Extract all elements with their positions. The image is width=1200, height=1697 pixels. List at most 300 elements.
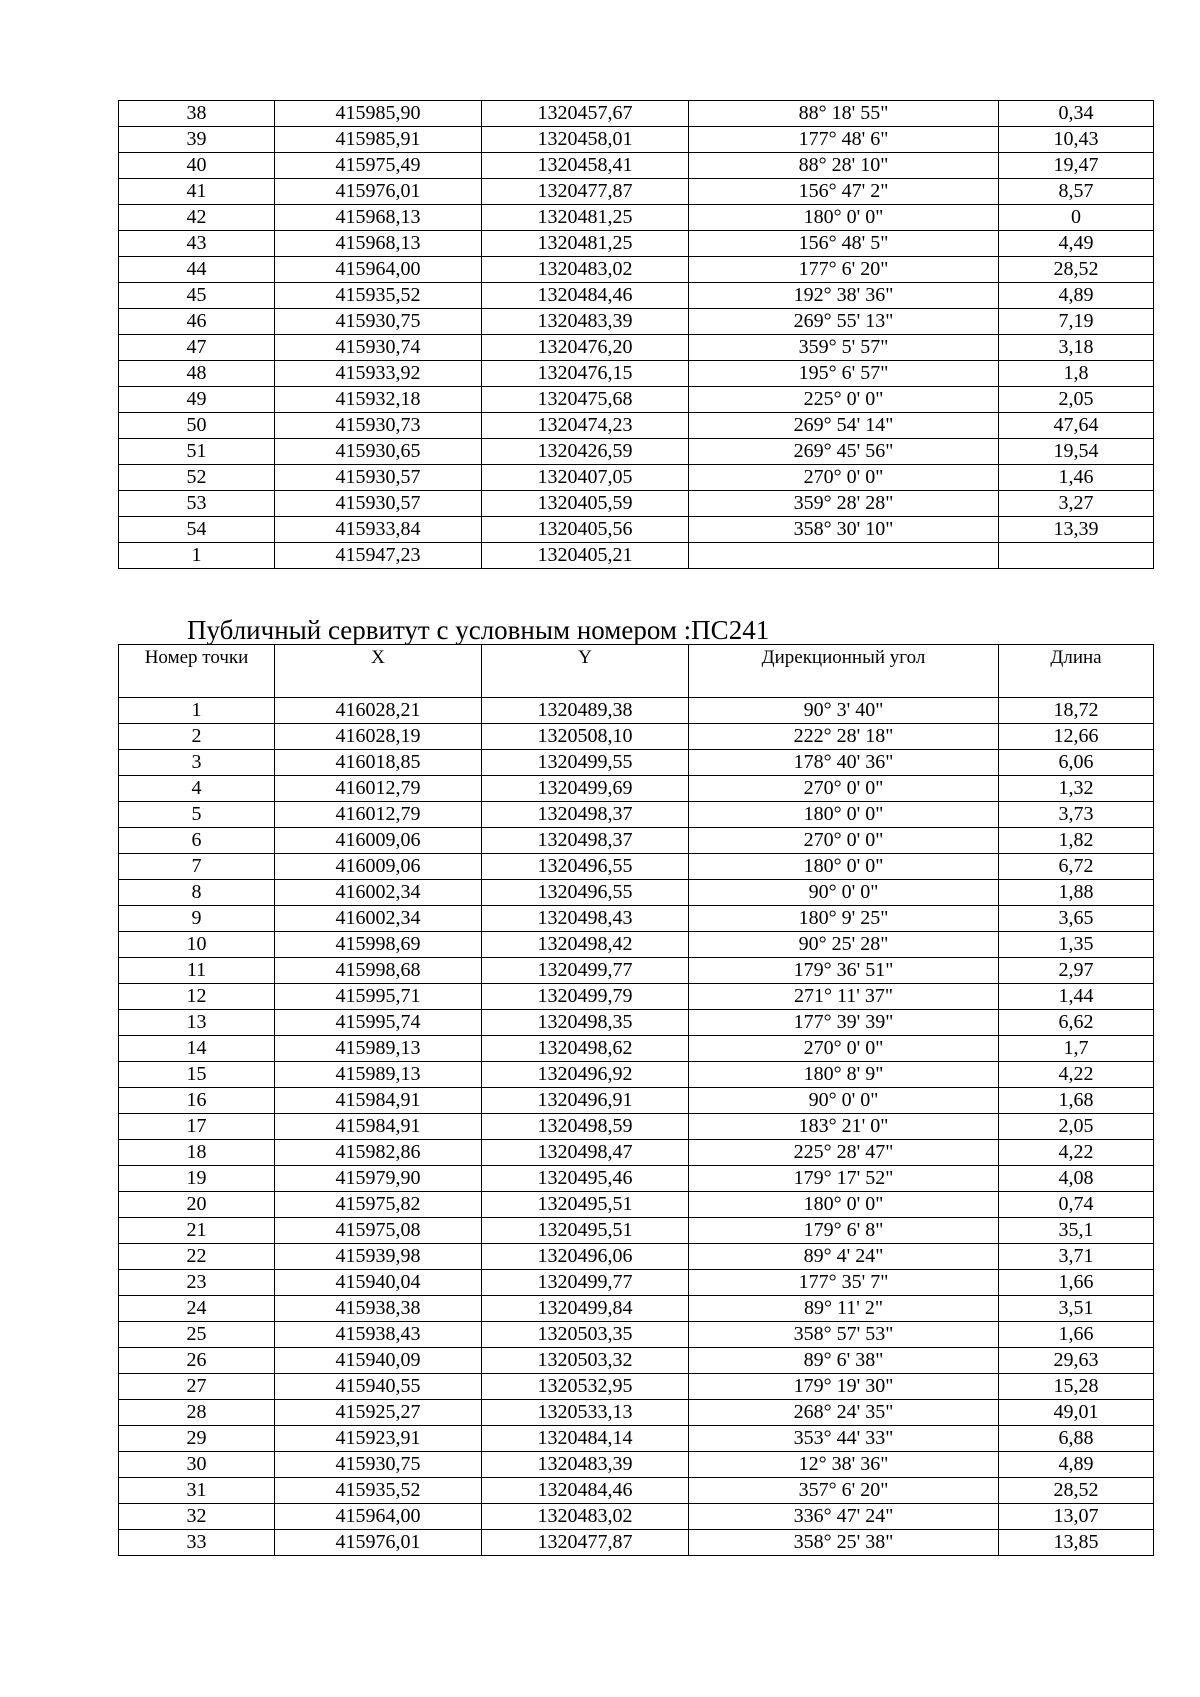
cell-y: 1320483,39 — [482, 1452, 689, 1478]
cell-x: 415930,74 — [275, 335, 482, 361]
cell-direction-angle: 222° 28' 18" — [689, 724, 999, 750]
cell-x: 415964,00 — [275, 257, 482, 283]
cell-length: 13,07 — [999, 1504, 1154, 1530]
cell-point-number: 4 — [119, 776, 275, 802]
table-row — [119, 335, 1154, 361]
table-row — [119, 1036, 1154, 1062]
table-row — [119, 724, 1154, 750]
header-point-number: Номер точки — [119, 645, 275, 698]
cell-point-number: 11 — [119, 958, 275, 984]
cell-y: 1320405,21 — [482, 543, 689, 569]
cell-direction-angle: 177° 6' 20" — [689, 257, 999, 283]
cell-length: 2,05 — [999, 387, 1154, 413]
cell-x: 415968,13 — [275, 205, 482, 231]
cell-x: 415975,82 — [275, 1192, 482, 1218]
table-row — [119, 1166, 1154, 1192]
cell-length: 29,63 — [999, 1348, 1154, 1374]
cell-x: 416012,79 — [275, 802, 482, 828]
cell-length: 1,66 — [999, 1322, 1154, 1348]
cell-x: 415935,52 — [275, 283, 482, 309]
cell-y: 1320498,62 — [482, 1036, 689, 1062]
cell-y: 1320475,68 — [482, 387, 689, 413]
table-row — [119, 1270, 1154, 1296]
table-row — [119, 1010, 1154, 1036]
cell-length: 4,22 — [999, 1062, 1154, 1088]
cell-direction-angle: 180° 0' 0" — [689, 205, 999, 231]
table-row — [119, 465, 1154, 491]
cell-point-number: 2 — [119, 724, 275, 750]
table-row — [119, 231, 1154, 257]
cell-point-number: 54 — [119, 517, 275, 543]
cell-direction-angle: 269° 55' 13" — [689, 309, 999, 335]
cell-point-number: 52 — [119, 465, 275, 491]
cell-x: 415979,90 — [275, 1166, 482, 1192]
cell-y: 1320483,02 — [482, 1504, 689, 1530]
cell-direction-angle: 89° 4' 24" — [689, 1244, 999, 1270]
cell-point-number: 5 — [119, 802, 275, 828]
cell-x: 415984,91 — [275, 1114, 482, 1140]
table-row — [119, 543, 1154, 569]
cell-length: 3,71 — [999, 1244, 1154, 1270]
cell-point-number: 1 — [119, 698, 275, 724]
cell-length: 13,39 — [999, 517, 1154, 543]
cell-x: 415985,90 — [275, 101, 482, 127]
cell-point-number: 41 — [119, 179, 275, 205]
cell-point-number: 46 — [119, 309, 275, 335]
cell-point-number: 1 — [119, 543, 275, 569]
cell-y: 1320477,87 — [482, 179, 689, 205]
table-row — [119, 1348, 1154, 1374]
cell-length: 28,52 — [999, 257, 1154, 283]
cell-length: 3,65 — [999, 906, 1154, 932]
table-row — [119, 153, 1154, 179]
cell-point-number: 47 — [119, 335, 275, 361]
cell-point-number: 53 — [119, 491, 275, 517]
cell-y: 1320508,10 — [482, 724, 689, 750]
cell-length: 4,08 — [999, 1166, 1154, 1192]
cell-direction-angle: 90° 0' 0" — [689, 1088, 999, 1114]
cell-length: 2,05 — [999, 1114, 1154, 1140]
cell-x: 415975,49 — [275, 153, 482, 179]
cell-y: 1320496,92 — [482, 1062, 689, 1088]
cell-point-number: 15 — [119, 1062, 275, 1088]
cell-direction-angle: 180° 8' 9" — [689, 1062, 999, 1088]
cell-direction-angle: 358° 30' 10" — [689, 517, 999, 543]
cell-direction-angle: 156° 47' 2" — [689, 179, 999, 205]
cell-y: 1320496,55 — [482, 854, 689, 880]
cell-x: 415932,18 — [275, 387, 482, 413]
cell-length: 19,54 — [999, 439, 1154, 465]
cell-x: 415968,13 — [275, 231, 482, 257]
cell-x: 415947,23 — [275, 543, 482, 569]
cell-length: 3,18 — [999, 335, 1154, 361]
cell-y: 1320484,46 — [482, 1478, 689, 1504]
cell-direction-angle: 270° 0' 0" — [689, 1036, 999, 1062]
cell-y: 1320499,69 — [482, 776, 689, 802]
cell-x: 415940,04 — [275, 1270, 482, 1296]
cell-length: 3,73 — [999, 802, 1154, 828]
cell-point-number: 39 — [119, 127, 275, 153]
table-row — [119, 828, 1154, 854]
cell-length: 1,66 — [999, 1270, 1154, 1296]
cell-length: 18,72 — [999, 698, 1154, 724]
cell-x: 415933,92 — [275, 361, 482, 387]
cell-length: 1,46 — [999, 465, 1154, 491]
cell-x: 415930,75 — [275, 309, 482, 335]
cell-x: 416018,85 — [275, 750, 482, 776]
cell-length: 1,32 — [999, 776, 1154, 802]
cell-point-number: 9 — [119, 906, 275, 932]
cell-y: 1320489,38 — [482, 698, 689, 724]
cell-point-number: 17 — [119, 1114, 275, 1140]
cell-point-number: 23 — [119, 1270, 275, 1296]
cell-direction-angle: 180° 0' 0" — [689, 854, 999, 880]
cell-direction-angle: 268° 24' 35" — [689, 1400, 999, 1426]
cell-point-number: 48 — [119, 361, 275, 387]
table-row — [119, 906, 1154, 932]
cell-direction-angle: 180° 9' 25" — [689, 906, 999, 932]
cell-y: 1320458,41 — [482, 153, 689, 179]
cell-point-number: 44 — [119, 257, 275, 283]
cell-point-number: 31 — [119, 1478, 275, 1504]
cell-x: 415985,91 — [275, 127, 482, 153]
cell-x: 415939,98 — [275, 1244, 482, 1270]
cell-direction-angle: 180° 0' 0" — [689, 802, 999, 828]
cell-point-number: 28 — [119, 1400, 275, 1426]
cell-direction-angle: 358° 25' 38" — [689, 1530, 999, 1556]
cell-direction-angle: 270° 0' 0" — [689, 465, 999, 491]
cell-x: 415940,09 — [275, 1348, 482, 1374]
cell-x: 415995,74 — [275, 1010, 482, 1036]
cell-direction-angle: 90° 0' 0" — [689, 880, 999, 906]
cell-point-number: 51 — [119, 439, 275, 465]
cell-y: 1320532,95 — [482, 1374, 689, 1400]
cell-direction-angle: 179° 36' 51" — [689, 958, 999, 984]
cell-length: 3,27 — [999, 491, 1154, 517]
cell-direction-angle: 358° 57' 53" — [689, 1322, 999, 1348]
cell-direction-angle — [689, 543, 999, 569]
cell-direction-angle: 225° 28' 47" — [689, 1140, 999, 1166]
cell-length: 4,22 — [999, 1140, 1154, 1166]
cell-direction-angle: 271° 11' 37" — [689, 984, 999, 1010]
cell-x: 416009,06 — [275, 828, 482, 854]
cell-point-number: 12 — [119, 984, 275, 1010]
cell-y: 1320483,02 — [482, 257, 689, 283]
cell-direction-angle: 180° 0' 0" — [689, 1192, 999, 1218]
cell-direction-angle: 177° 48' 6" — [689, 127, 999, 153]
header-length: Длина — [999, 645, 1154, 698]
cell-point-number: 43 — [119, 231, 275, 257]
cell-point-number: 18 — [119, 1140, 275, 1166]
cell-length: 6,62 — [999, 1010, 1154, 1036]
cell-point-number: 50 — [119, 413, 275, 439]
cell-x: 415976,01 — [275, 1530, 482, 1556]
cell-length: 1,82 — [999, 828, 1154, 854]
cell-y: 1320496,91 — [482, 1088, 689, 1114]
cell-direction-angle: 270° 0' 0" — [689, 828, 999, 854]
cell-length: 8,57 — [999, 179, 1154, 205]
table-row — [119, 1530, 1154, 1556]
servitude-coordinates-table — [118, 644, 1154, 1556]
cell-x: 415975,08 — [275, 1218, 482, 1244]
cell-x: 415930,73 — [275, 413, 482, 439]
cell-length: 4,89 — [999, 1452, 1154, 1478]
table-row — [119, 1088, 1154, 1114]
cell-y: 1320458,01 — [482, 127, 689, 153]
cell-y: 1320498,37 — [482, 828, 689, 854]
cell-point-number: 6 — [119, 828, 275, 854]
cell-point-number: 32 — [119, 1504, 275, 1530]
cell-length: 47,64 — [999, 413, 1154, 439]
cell-point-number: 49 — [119, 387, 275, 413]
cell-y: 1320499,77 — [482, 958, 689, 984]
cell-x: 415982,86 — [275, 1140, 482, 1166]
table-row — [119, 1192, 1154, 1218]
table-row — [119, 439, 1154, 465]
cell-y: 1320499,84 — [482, 1296, 689, 1322]
table-row — [119, 1478, 1154, 1504]
cell-direction-angle: 192° 38' 36" — [689, 283, 999, 309]
cell-point-number: 27 — [119, 1374, 275, 1400]
cell-length: 0,74 — [999, 1192, 1154, 1218]
table-row — [119, 802, 1154, 828]
cell-length: 19,47 — [999, 153, 1154, 179]
cell-x: 416009,06 — [275, 854, 482, 880]
cell-point-number: 22 — [119, 1244, 275, 1270]
cell-direction-angle: 90° 3' 40" — [689, 698, 999, 724]
cell-x: 415933,84 — [275, 517, 482, 543]
cell-y: 1320481,25 — [482, 205, 689, 231]
table-row — [119, 1426, 1154, 1452]
cell-length: 12,66 — [999, 724, 1154, 750]
table1-body — [119, 101, 1154, 569]
cell-x: 416002,34 — [275, 906, 482, 932]
cell-point-number: 33 — [119, 1530, 275, 1556]
cell-length: 0,34 — [999, 101, 1154, 127]
table-row — [119, 1322, 1154, 1348]
cell-length: 1,35 — [999, 932, 1154, 958]
cell-x: 415938,38 — [275, 1296, 482, 1322]
table2-body — [119, 698, 1154, 1556]
cell-direction-angle: 353° 44' 33" — [689, 1426, 999, 1452]
table-row — [119, 1400, 1154, 1426]
cell-length: 13,85 — [999, 1530, 1154, 1556]
cell-point-number: 26 — [119, 1348, 275, 1374]
table-row — [119, 205, 1154, 231]
cell-length: 49,01 — [999, 1400, 1154, 1426]
table-row — [119, 1504, 1154, 1530]
cell-x: 415989,13 — [275, 1036, 482, 1062]
cell-length — [999, 543, 1154, 569]
table2-header — [119, 645, 1154, 698]
cell-x: 415940,55 — [275, 1374, 482, 1400]
cell-direction-angle: 177° 35' 7" — [689, 1270, 999, 1296]
cell-y: 1320484,14 — [482, 1426, 689, 1452]
cell-direction-angle: 179° 6' 8" — [689, 1218, 999, 1244]
cell-direction-angle: 359° 5' 57" — [689, 335, 999, 361]
cell-direction-angle: 12° 38' 36" — [689, 1452, 999, 1478]
cell-length: 35,1 — [999, 1218, 1154, 1244]
cell-y: 1320474,23 — [482, 413, 689, 439]
cell-length: 2,97 — [999, 958, 1154, 984]
header-x: X — [275, 645, 482, 698]
table-row — [119, 1218, 1154, 1244]
table-row — [119, 1452, 1154, 1478]
table-row — [119, 1374, 1154, 1400]
cell-x: 415923,91 — [275, 1426, 482, 1452]
cell-y: 1320457,67 — [482, 101, 689, 127]
cell-y: 1320476,15 — [482, 361, 689, 387]
cell-direction-angle: 178° 40' 36" — [689, 750, 999, 776]
cell-length: 15,28 — [999, 1374, 1154, 1400]
cell-y: 1320498,59 — [482, 1114, 689, 1140]
cell-point-number: 45 — [119, 283, 275, 309]
coordinates-table-continued — [118, 100, 1154, 569]
cell-y: 1320495,51 — [482, 1192, 689, 1218]
cell-x: 415930,75 — [275, 1452, 482, 1478]
cell-point-number: 16 — [119, 1088, 275, 1114]
cell-length: 6,88 — [999, 1426, 1154, 1452]
table-row — [119, 361, 1154, 387]
cell-length: 1,44 — [999, 984, 1154, 1010]
cell-y: 1320407,05 — [482, 465, 689, 491]
cell-point-number: 13 — [119, 1010, 275, 1036]
cell-y: 1320476,20 — [482, 335, 689, 361]
cell-y: 1320495,46 — [482, 1166, 689, 1192]
cell-point-number: 21 — [119, 1218, 275, 1244]
cell-y: 1320498,43 — [482, 906, 689, 932]
cell-direction-angle: 88° 28' 10" — [689, 153, 999, 179]
cell-direction-angle: 90° 25' 28" — [689, 932, 999, 958]
cell-x: 416012,79 — [275, 776, 482, 802]
cell-direction-angle: 357° 6' 20" — [689, 1478, 999, 1504]
cell-y: 1320496,55 — [482, 880, 689, 906]
table-row — [119, 309, 1154, 335]
table-row — [119, 854, 1154, 880]
cell-point-number: 19 — [119, 1166, 275, 1192]
cell-direction-angle: 269° 54' 14" — [689, 413, 999, 439]
cell-x: 415930,57 — [275, 491, 482, 517]
cell-y: 1320503,32 — [482, 1348, 689, 1374]
cell-point-number: 20 — [119, 1192, 275, 1218]
cell-x: 415998,69 — [275, 932, 482, 958]
cell-length: 10,43 — [999, 127, 1154, 153]
cell-x: 416002,34 — [275, 880, 482, 906]
table-row — [119, 179, 1154, 205]
cell-direction-angle: 89° 11' 2" — [689, 1296, 999, 1322]
cell-length: 1,88 — [999, 880, 1154, 906]
cell-length: 6,06 — [999, 750, 1154, 776]
cell-x: 416028,21 — [275, 698, 482, 724]
cell-y: 1320498,35 — [482, 1010, 689, 1036]
cell-direction-angle: 270° 0' 0" — [689, 776, 999, 802]
table-row — [119, 1296, 1154, 1322]
cell-direction-angle: 195° 6' 57" — [689, 361, 999, 387]
cell-length: 4,89 — [999, 283, 1154, 309]
cell-point-number: 25 — [119, 1322, 275, 1348]
cell-point-number: 7 — [119, 854, 275, 880]
cell-direction-angle: 359° 28' 28" — [689, 491, 999, 517]
cell-direction-angle: 336° 47' 24" — [689, 1504, 999, 1530]
cell-x: 415925,27 — [275, 1400, 482, 1426]
cell-length: 1,68 — [999, 1088, 1154, 1114]
cell-y: 1320405,56 — [482, 517, 689, 543]
table-row — [119, 1062, 1154, 1088]
cell-x: 415935,52 — [275, 1478, 482, 1504]
cell-direction-angle: 88° 18' 55" — [689, 101, 999, 127]
cell-x: 416028,19 — [275, 724, 482, 750]
cell-point-number: 24 — [119, 1296, 275, 1322]
cell-y: 1320533,13 — [482, 1400, 689, 1426]
cell-y: 1320499,55 — [482, 750, 689, 776]
cell-y: 1320495,51 — [482, 1218, 689, 1244]
cell-direction-angle: 179° 19' 30" — [689, 1374, 999, 1400]
cell-x: 415964,00 — [275, 1504, 482, 1530]
cell-point-number: 30 — [119, 1452, 275, 1478]
cell-y: 1320499,79 — [482, 984, 689, 1010]
cell-y: 1320405,59 — [482, 491, 689, 517]
cell-y: 1320426,59 — [482, 439, 689, 465]
cell-point-number: 42 — [119, 205, 275, 231]
section-title: Публичный сервитут с условным номером :ПС241 — [187, 615, 770, 645]
cell-x: 415995,71 — [275, 984, 482, 1010]
cell-y: 1320477,87 — [482, 1530, 689, 1556]
table-row — [119, 257, 1154, 283]
cell-length: 0 — [999, 205, 1154, 231]
cell-direction-angle: 183° 21' 0" — [689, 1114, 999, 1140]
cell-x: 415989,13 — [275, 1062, 482, 1088]
header-y: Y — [482, 645, 689, 698]
table-row — [119, 750, 1154, 776]
cell-direction-angle: 156° 48' 5" — [689, 231, 999, 257]
cell-length: 28,52 — [999, 1478, 1154, 1504]
cell-length: 1,7 — [999, 1036, 1154, 1062]
cell-x: 415998,68 — [275, 958, 482, 984]
cell-x: 415984,91 — [275, 1088, 482, 1114]
header-direction-angle: Дирекционный угол — [689, 645, 999, 698]
cell-length: 3,51 — [999, 1296, 1154, 1322]
cell-length: 1,8 — [999, 361, 1154, 387]
table-row — [119, 127, 1154, 153]
table-row — [119, 984, 1154, 1010]
cell-point-number: 10 — [119, 932, 275, 958]
cell-direction-angle: 225° 0' 0" — [689, 387, 999, 413]
cell-y: 1320481,25 — [482, 231, 689, 257]
cell-x: 415930,65 — [275, 439, 482, 465]
cell-y: 1320498,37 — [482, 802, 689, 828]
table-row — [119, 491, 1154, 517]
cell-direction-angle: 269° 45' 56" — [689, 439, 999, 465]
cell-y: 1320484,46 — [482, 283, 689, 309]
cell-length: 4,49 — [999, 231, 1154, 257]
cell-y: 1320503,35 — [482, 1322, 689, 1348]
cell-y: 1320483,39 — [482, 309, 689, 335]
cell-point-number: 3 — [119, 750, 275, 776]
table-row — [119, 517, 1154, 543]
table-row — [119, 698, 1154, 724]
cell-length: 7,19 — [999, 309, 1154, 335]
cell-length: 6,72 — [999, 854, 1154, 880]
cell-direction-angle: 89° 6' 38" — [689, 1348, 999, 1374]
cell-y: 1320498,42 — [482, 932, 689, 958]
table-row — [119, 1114, 1154, 1140]
table-row — [119, 283, 1154, 309]
table-row — [119, 1244, 1154, 1270]
table-row — [119, 101, 1154, 127]
cell-point-number: 40 — [119, 153, 275, 179]
cell-x: 415930,57 — [275, 465, 482, 491]
table-row — [119, 413, 1154, 439]
